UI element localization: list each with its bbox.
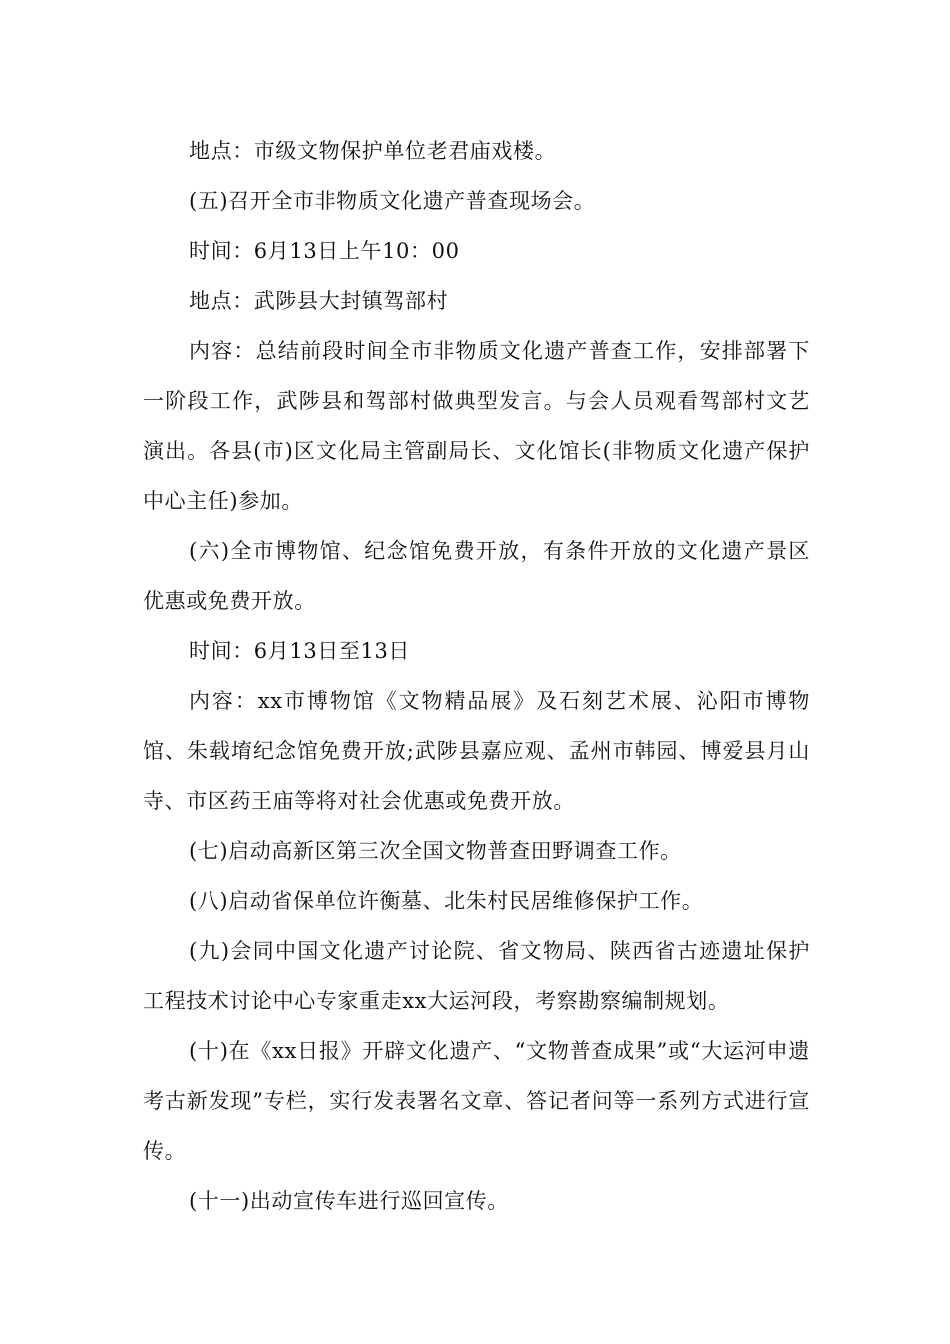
paragraph-time: 时间：6月13日上午10：00 xyxy=(189,239,460,263)
paragraph-time-2: 时间：6月13日至13日 xyxy=(189,639,411,663)
paragraph-venue: 地点：市级文物保护单位老君庙戏楼。 xyxy=(189,139,557,163)
paragraph-content: 内容：总结前段时间全市非物质文化遗产普查工作，安排部署下一阶段工作，武陟县和驾部村做典型发言。与会人员观看驾部村文艺演出。各县(市)区文化局主管副局长、文化馆长(非物质文化遗产保护中心主任)参加。 xyxy=(143,339,810,513)
document-body xyxy=(143,126,810,1226)
paragraph-item-8: (八)启动省保单位许衡墓、北朱村民居维修保护工作。 xyxy=(189,889,704,913)
paragraph-item-5: (五)召开全市非物质文化遗产普查现场会。 xyxy=(189,189,596,213)
paragraph-content-2: 内容：xx市博物馆《文物精品展》及石刻艺术展、沁阳市博物馆、朱载堉纪念馆免费开放;武陟县嘉应观、孟州市韩园、博爱县月山寺、市区药王庙等将对社会优惠或免费开放。 xyxy=(143,689,810,813)
paragraph-item-7: (七)启动高新区第三次全国文物普查田野调查工作。 xyxy=(189,839,682,863)
paragraph-item-6: (六)全市博物馆、纪念馆免费开放，有条件开放的文化遗产景区优惠或免费开放。 xyxy=(143,539,810,613)
paragraph-item-9: (九)会同中国文化遗产讨论院、省文物局、陕西省古迹遗址保护工程技术讨论中心专家重走xx大运河段，考察勘察编制规划。 xyxy=(143,939,810,1013)
paragraph-location: 地点：武陟县大封镇驾部村 xyxy=(189,289,449,313)
paragraph-item-11: (十一)出动宣传车进行巡回宣传。 xyxy=(189,1189,509,1213)
paragraph-item-10: (十)在《xx日报》开辟文化遗产、“文物普查成果”或“大运河申遗考古新发现”专栏，实行发表署名文章、答记者问等一系列方式进行宣传。 xyxy=(143,1039,810,1163)
